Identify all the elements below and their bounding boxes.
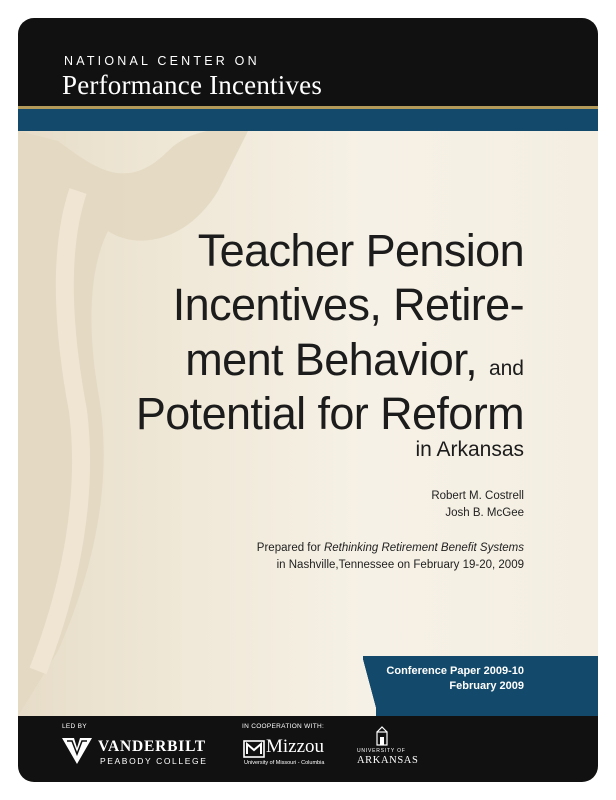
prepared-prefix: Prepared for — [256, 542, 321, 554]
org-name-line2: Performance Incentives — [62, 70, 323, 100]
event-name: Rethinking Retirement Benefit Systems — [323, 542, 524, 554]
cooperation-label: IN COOPERATION WITH: — [242, 723, 325, 730]
title-line-1: Teacher Pension — [197, 225, 524, 276]
conference-box-edge — [363, 656, 377, 716]
event-location-date: in Nashville,Tennessee on February 19-20, 2009 — [276, 559, 524, 571]
conference-date: February 2009 — [449, 680, 524, 692]
arkansas-university-of: UNIVERSITY OF — [357, 748, 406, 754]
led-by-label: LED BY — [62, 723, 87, 730]
org-name-line1: NATIONAL CENTER ON — [64, 54, 260, 68]
title-line-4: Potential for Reform — [135, 388, 524, 439]
mizzou-name: Mizzou — [266, 736, 325, 757]
author-2: Josh B. McGee — [445, 507, 524, 519]
author-1: Robert M. Costrell — [431, 490, 524, 502]
arkansas-name: ARKANSAS — [357, 755, 419, 766]
mizzou-subtitle: University of Missouri - Columbia — [244, 760, 325, 766]
vanderbilt-name: VANDERBILT — [98, 738, 206, 755]
subtitle: in Arkansas — [415, 438, 524, 461]
title-line-2: Incentives, Retire- — [172, 279, 524, 330]
peabody-college: PEABODY COLLEGE — [100, 756, 208, 766]
report-cover — [18, 18, 598, 782]
mizzou-logo-icon — [243, 740, 265, 758]
title-line-3-and: and — [488, 357, 524, 380]
title-line-3 — [185, 335, 524, 394]
vanderbilt-logo-icon — [62, 738, 92, 764]
title-line-3-main: ment Behavior, — [185, 334, 478, 385]
prepared-for-line — [257, 542, 524, 554]
blue-band — [18, 109, 598, 131]
conference-paper-number: Conference Paper 2009-10 — [386, 665, 524, 677]
arkansas-logo-icon — [374, 726, 390, 746]
